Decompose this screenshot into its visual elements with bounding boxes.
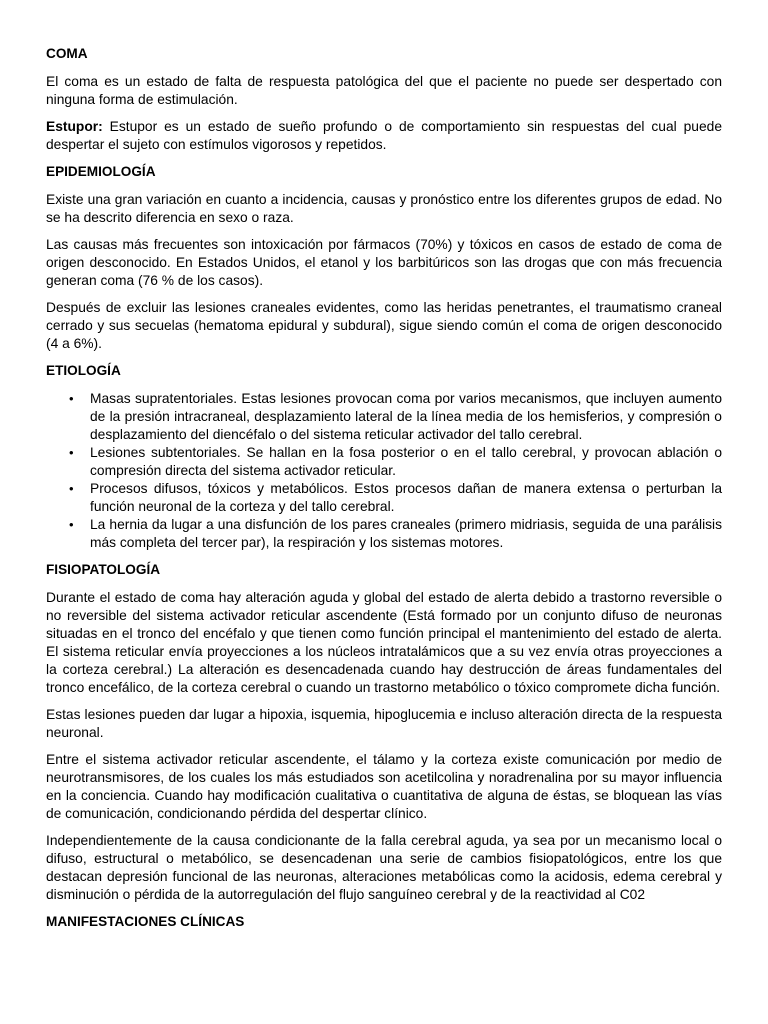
- paragraph-epidemiologia-3: Después de excluir las lesiones craneales evidentes, como las heridas penetrantes, el traumatismo craneal cerrado y sus secuelas (hematoma epidural y subdural), sigue siendo común el coma de origen desconocido (4 a 6%).: [46, 300, 722, 351]
- paragraph-fisiopatologia-4: Independientemente de la causa condicionante de la falla cerebral aguda, ya sea por un mecanismo local o difuso, estructural o metabólico, se desencadenan una serie de cambios fisiopatológicos, entre los que destacan depresión funcional de las neuronas, alteraciones metabólicas como la acidosis, edema cerebral y disminución o pérdida de la autorregulación del flujo sanguíneo cerebral y de la reactividad al C02: [46, 833, 722, 902]
- paragraph-fisiopatologia-1: Durante el estado de coma hay alteración aguda y global del estado de alerta debido a trastorno reversible o no reversible del sistema activador reticular ascendente (Está formado por un conjunto difuso de neuronas situadas en el tronco del encéfalo y que tienen como función principal el mantenimiento del estado de alerta. El sistema reticular envía proyecciones a los núcleos intratalámicos que a su vez envía otras proyecciones a la corteza cerebral.) La alteración es desencadenada cuando hay destrucción de áreas fundamentales del tronco encefálico, de la corteza cerebral o cuando un trastorno metabólico o tóxico compromete dicha función.: [46, 590, 722, 695]
- list-item-text: Procesos difusos, tóxicos y metabólicos. Estos procesos dañan de manera extensa o perturban la función neuronal de la corteza y del tallo cerebral.: [90, 481, 722, 514]
- list-item: [46, 444, 722, 480]
- heading-coma: COMA: [46, 46, 88, 61]
- etiologia-list: [46, 390, 722, 552]
- heading-epidemiologia: EPIDEMIOLOGÍA: [46, 164, 156, 179]
- list-item: [46, 390, 722, 444]
- estupor-text: Estupor es un estado de sueño profundo o de comportamiento sin respuestas del cual puede despertar el sujeto con estímulos vigorosos y repetidos.: [46, 119, 722, 152]
- list-item: [46, 480, 722, 516]
- list-item-text: Masas supratentoriales. Estas lesiones provocan coma por varios mecanismos, que incluyen aumento de la presión intracraneal, desplazamiento lateral de la línea media de los hemisferios, y compresión o desplazamiento del diencéfalo o del sistema reticular activador del tallo cerebral.: [90, 391, 722, 442]
- list-item-text: Lesiones subtentoriales. Se hallan en la fosa posterior o en el tallo cerebral, y provocan ablación o compresión directa del sistema activador reticular.: [90, 445, 722, 478]
- estupor-label: Estupor:: [46, 119, 103, 134]
- bullet-icon: •: [69, 481, 74, 496]
- bullet-icon: •: [69, 517, 74, 532]
- bullet-icon: •: [69, 445, 74, 460]
- paragraph-epidemiologia-2: Las causas más frecuentes son intoxicación por fármacos (70%) y tóxicos en casos de estado de coma de origen desconocido. En Estados Unidos, el etanol y los barbitúricos son las drogas que con más frecuencia generan coma (76 % de los casos).: [46, 237, 722, 288]
- paragraph-coma-definition: El coma es un estado de falta de respuesta patológica del que el paciente no puede ser despertado con ninguna forma de estimulación.: [46, 74, 722, 107]
- bullet-icon: •: [69, 391, 74, 406]
- list-item-text: La hernia da lugar a una disfunción de los pares craneales (primero midriasis, seguida de una parálisis más completa del tercer par), la respiración y los sistemas motores.: [90, 517, 722, 550]
- list-item: [46, 516, 722, 552]
- heading-fisiopatologia: FISIOPATOLOGÍA: [46, 562, 161, 577]
- paragraph-epidemiologia-1: Existe una gran variación en cuanto a incidencia, causas y pronóstico entre los diferentes grupos de edad. No se ha descrito diferencia en sexo o raza.: [46, 192, 722, 225]
- document-page: [46, 45, 722, 941]
- heading-etiologia: ETIOLOGÍA: [46, 363, 121, 378]
- heading-manifestaciones: MANIFESTACIONES CLÍNICAS: [46, 914, 245, 929]
- paragraph-fisiopatologia-2: Estas lesiones pueden dar lugar a hipoxia, isquemia, hipoglucemia e incluso alteración directa de la respuesta neuronal.: [46, 707, 722, 740]
- paragraph-fisiopatologia-3: Entre el sistema activador reticular ascendente, el tálamo y la corteza existe comunicación por medio de neurotransmisores, de los cuales los más estudiados son acetilcolina y noradrenalina por su mayor influencia en la conciencia. Cuando hay modificación cualitativa o cuantitativa de alguna de éstas, se bloquean las vías de comunicación, condicionando pérdida del despertar clínico.: [46, 752, 722, 821]
- paragraph-estupor: [46, 118, 722, 154]
